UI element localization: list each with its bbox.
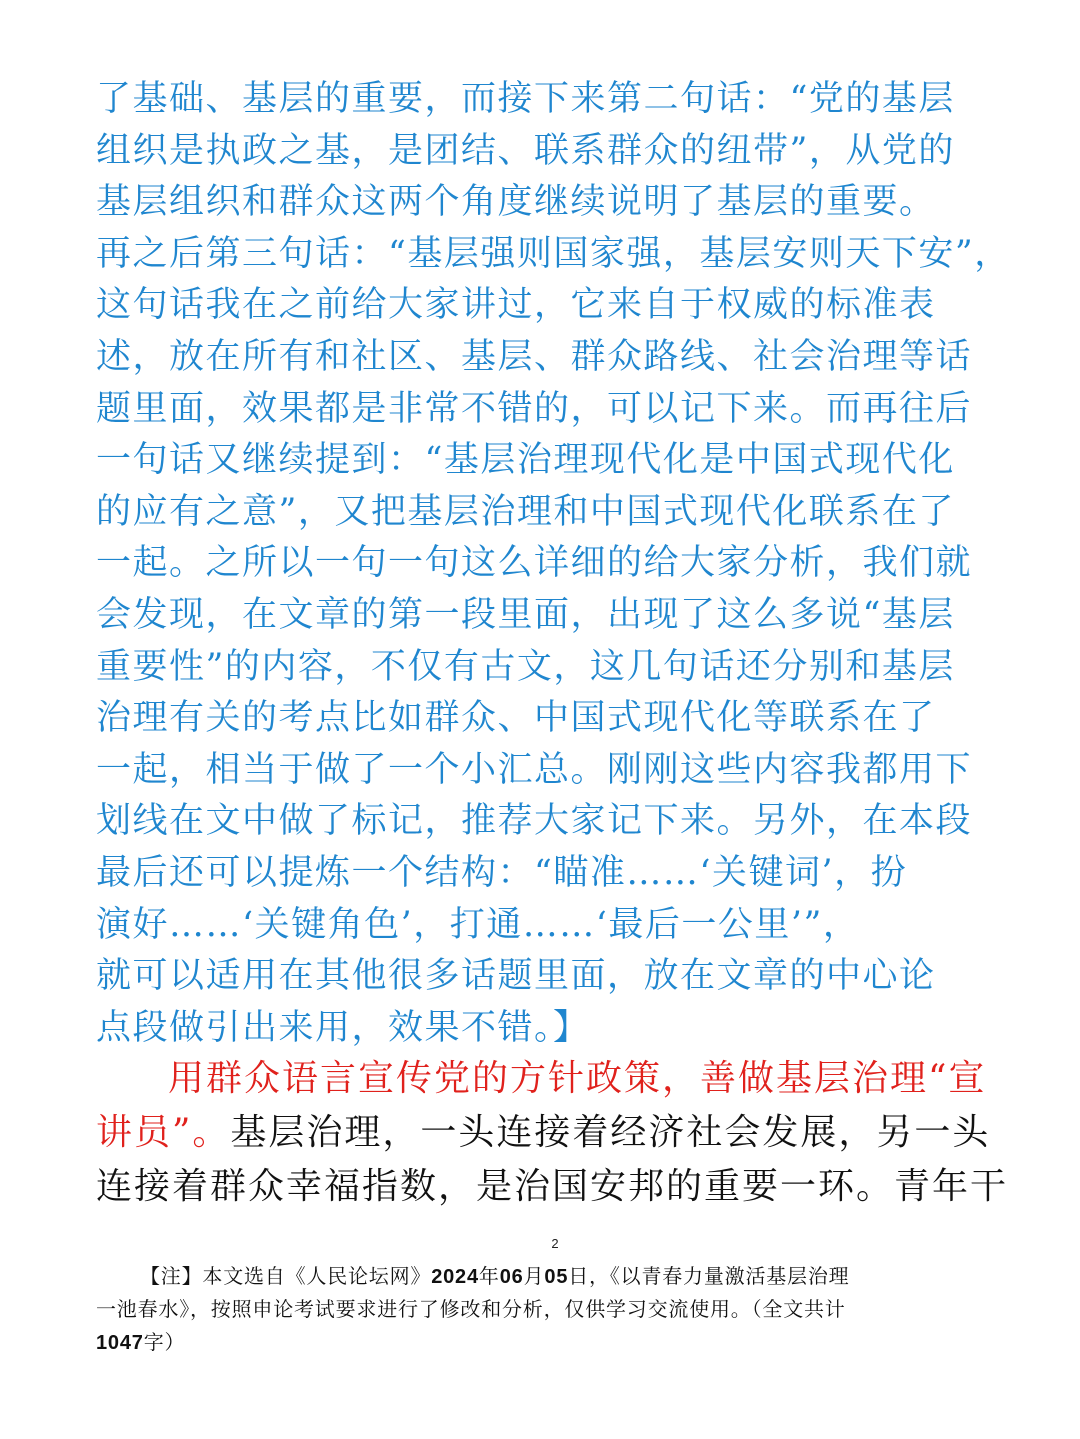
- analysis-line: 再之后第三句话：“基层强则国家强，基层安则天下安”，: [96, 233, 1011, 274]
- analysis-line: 重要性”的内容，不仅有古文，这几句话还分别和基层: [96, 646, 955, 687]
- analysis-line: 的应有之意”，又把基层治理和中国式现代化联系在了: [96, 491, 955, 532]
- source-note: [96, 1260, 996, 1359]
- analysis-line: 演好……‘关键角色’，打通……‘最后一公里’”，: [96, 904, 860, 945]
- note-year: 2024: [431, 1266, 479, 1288]
- analysis-line: 组织是执政之基，是团结、联系群众的纽带”，从党的: [96, 130, 955, 171]
- note-text: 日，《以青春力量激活基层治理: [568, 1264, 850, 1288]
- note-line: [96, 1326, 996, 1359]
- analysis-line: 一句话又继续提到：“基层治理现代化是中国式现代化: [96, 440, 955, 481]
- analysis-paragraph: [96, 74, 1011, 1054]
- note-text: 【注】本文选自《人民论坛网》: [140, 1264, 432, 1288]
- note-month: 06: [499, 1266, 524, 1288]
- body-line: [96, 1106, 996, 1160]
- analysis-line: 就可以适用在其他很多话题里面，放在文章的中心论: [96, 956, 936, 997]
- analysis-line: 基层组织和群众这两个角度继续说明了基层的重要。: [96, 182, 936, 223]
- note-line: [96, 1260, 996, 1293]
- body-paragraph: [96, 1052, 1009, 1214]
- analysis-line: 述，放在所有和社区、基层、群众路线、社会治理等话: [96, 336, 973, 377]
- analysis-line: 最后还可以提炼一个结构：“瞄准……‘关键词’，扮: [96, 852, 908, 893]
- note-word-count: 1047: [96, 1332, 144, 1354]
- analysis-line: 这句话我在之前给大家讲过，它来自于权威的标准表: [96, 285, 936, 326]
- analysis-line: 会发现，在文章的第一段里面，出现了这么多说“基层: [96, 594, 955, 635]
- note-text: 字）: [143, 1330, 186, 1354]
- analysis-line: 题里面，效果都是非常不错的，可以记下来。而再往后: [96, 388, 973, 429]
- heading-sentence-end: 讲员”。: [96, 1112, 231, 1153]
- note-text: 月: [523, 1264, 545, 1288]
- analysis-line: 治理有关的考点比如群众、中国式现代化等联系在了: [96, 698, 936, 739]
- note-day: 05: [544, 1266, 569, 1288]
- heading-sentence: 用群众语言宣传党的方针政策，善做基层治理“宣: [168, 1058, 987, 1099]
- analysis-line: 划线在文中做了标记，推荐大家记下来。另外，在本段: [96, 801, 973, 842]
- note-line: 一池春水》，按照申论考试要求进行了修改和分析，仅供学习交流使用。（全文共计: [96, 1297, 846, 1321]
- body-line: [96, 1052, 996, 1106]
- body-line: 连接着群众幸福指数，是治国安邦的重要一环。青年干: [96, 1166, 1009, 1207]
- body-text: 基层治理，一头连接着经济社会发展，另一头: [230, 1112, 991, 1153]
- analysis-line: 一起，相当于做了一个小汇总。刚刚这些内容我都用下: [96, 749, 973, 790]
- analysis-line: 点段做引出来用，效果不错。】: [96, 1007, 590, 1048]
- note-text: 年: [478, 1264, 500, 1288]
- page-number: 2: [551, 1236, 559, 1251]
- analysis-line: 一起。之所以一句一句这么详细的给大家分析，我们就: [96, 543, 973, 584]
- analysis-line: 了基础、基层的重要，而接下来第二句话：“党的基层: [96, 79, 955, 119]
